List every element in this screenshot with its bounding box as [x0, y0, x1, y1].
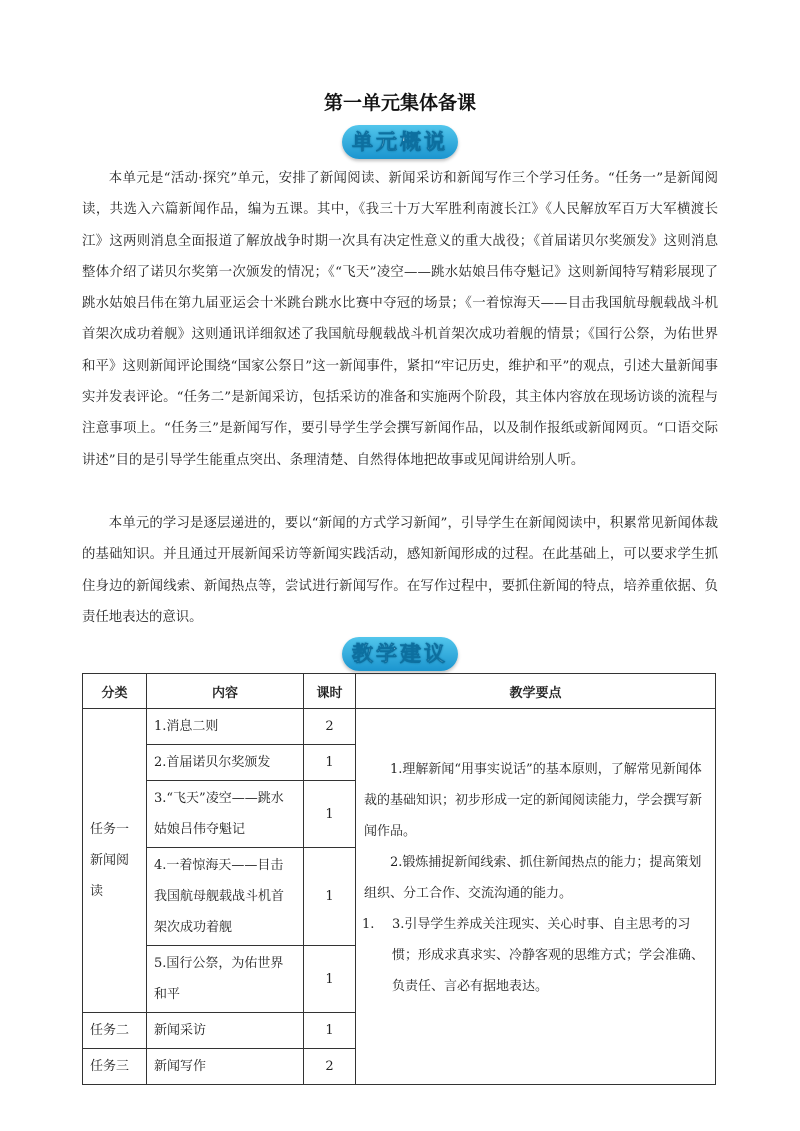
category-task1: 任务一新闻阅读	[83, 709, 147, 1013]
teaching-plan-table	[82, 673, 716, 1085]
unit-overview-badge: 单元概说	[342, 125, 458, 159]
hours-cell: 2	[304, 709, 356, 745]
content-cell: 1.消息二则	[147, 709, 304, 745]
category-task3: 任务三	[83, 1049, 147, 1085]
hours-cell: 1	[304, 848, 356, 946]
category-task2: 任务二	[83, 1013, 147, 1049]
teaching-point-3	[364, 909, 707, 1002]
header-category: 分类	[83, 674, 147, 709]
content-cell: 5.国行公祭，为佑世界和平	[147, 946, 304, 1013]
table-row	[83, 709, 716, 745]
content-cell: 3.“飞天”凌空——跳水姑娘吕伟夺魁记	[147, 781, 304, 848]
hours-cell: 1	[304, 946, 356, 1013]
overview-paragraph-1: 本单元是“活动·探究”单元，安排了新闻阅读、新闻采访和新闻写作三个学习任务。“任务一”是新闻阅读，共选入六篇新闻作品，编为五课。其中，《我三十万大军胜利南渡长江》《人民解放军百万大军横渡长江》这两则消息全面报道了解放战争时期一次具有决定性意义的重大战役；《首届诺贝尔奖颁发》这则消息整体介绍了诺贝尔奖第一次颁发的情况；《“飞天”凌空——跳水姑娘吕伟夺魁记》这则新闻特写精彩展现了跳水姑娘吕伟在第九届亚运会十米跳台跳水比赛中夺冠的场景；《一着惊海天——目击我国航母舰载战斗机首架次成功着舰》这则通讯详细叙述了我国航母舰载战斗机首架次成功着舰的情景；《国行公祭，为佑世界和平》这则新闻评论围绕“国家公祭日”这一新闻事件，紧扣“牢记历史，维护和平”的观点，引述大量新闻事实并发表评论。“任务二”是新闻采访，包括采访的准备和实施两个阶段，其主体内容放在现场访谈的流程与注意事项上。“任务三”是新闻写作，要引导学生学会撰写新闻作品，以及制作报纸或新闻网页。“口语交际讲述”目的是引导学生能重点突出、条理清楚、自然得体地把故事或见闻讲给别人听。	[82, 171, 718, 468]
teaching-points-cell	[356, 709, 716, 1085]
header-hours: 课时	[304, 674, 356, 709]
teaching-point-3-text: 3.引导学生养成关注现实、关心时事、自主思考的习惯；形成求真求实、冷静客观的思维方式；学会准确、负责任、言必有据地表达。	[392, 917, 705, 994]
content-cell: 4.一着惊海天——目击我国航母舰载战斗机首架次成功着舰	[147, 848, 304, 946]
page-title: 第一单元集体备课	[323, 92, 476, 114]
hours-cell: 1	[304, 745, 356, 781]
teaching-point-1: 1.理解新闻“用事实说话”的基本原则，了解常见新闻体裁的基础知识；初步形成一定的新闻阅读能力，学会撰写新闻作品。	[364, 762, 703, 839]
hours-cell: 2	[304, 1049, 356, 1085]
content-cell: 新闻写作	[147, 1049, 304, 1085]
teaching-point-2: 2.锻炼捕捉新闻线索、抓住新闻热点的能力；提高策划组织、分工合作、交流沟通的能力。	[364, 855, 702, 901]
content-cell: 2.首届诺贝尔奖颁发	[147, 745, 304, 781]
hours-cell: 1	[304, 1013, 356, 1049]
table-header-row	[83, 674, 716, 709]
header-content: 内容	[147, 674, 304, 709]
header-points: 教学要点	[356, 674, 716, 709]
hours-cell: 1	[304, 781, 356, 848]
teaching-suggestions-badge: 教学建议	[342, 637, 458, 671]
list-marker: 1.	[362, 917, 375, 932]
overview-paragraph-2: 本单元的学习是逐层递进的，要以“新闻的方式学习新闻”，引导学生在新闻阅读中，积累常见新闻体裁的基础知识。并且通过开展新闻采访等新闻实践活动，感知新闻形成的过程。在此基础上，可以要求学生抓住身边的新闻线索、新闻热点等，尝试进行新闻写作。在写作过程中，要抓住新闻的特点，培养重依据、负责任地表达的意识。	[82, 516, 718, 625]
content-cell: 新闻采访	[147, 1013, 304, 1049]
